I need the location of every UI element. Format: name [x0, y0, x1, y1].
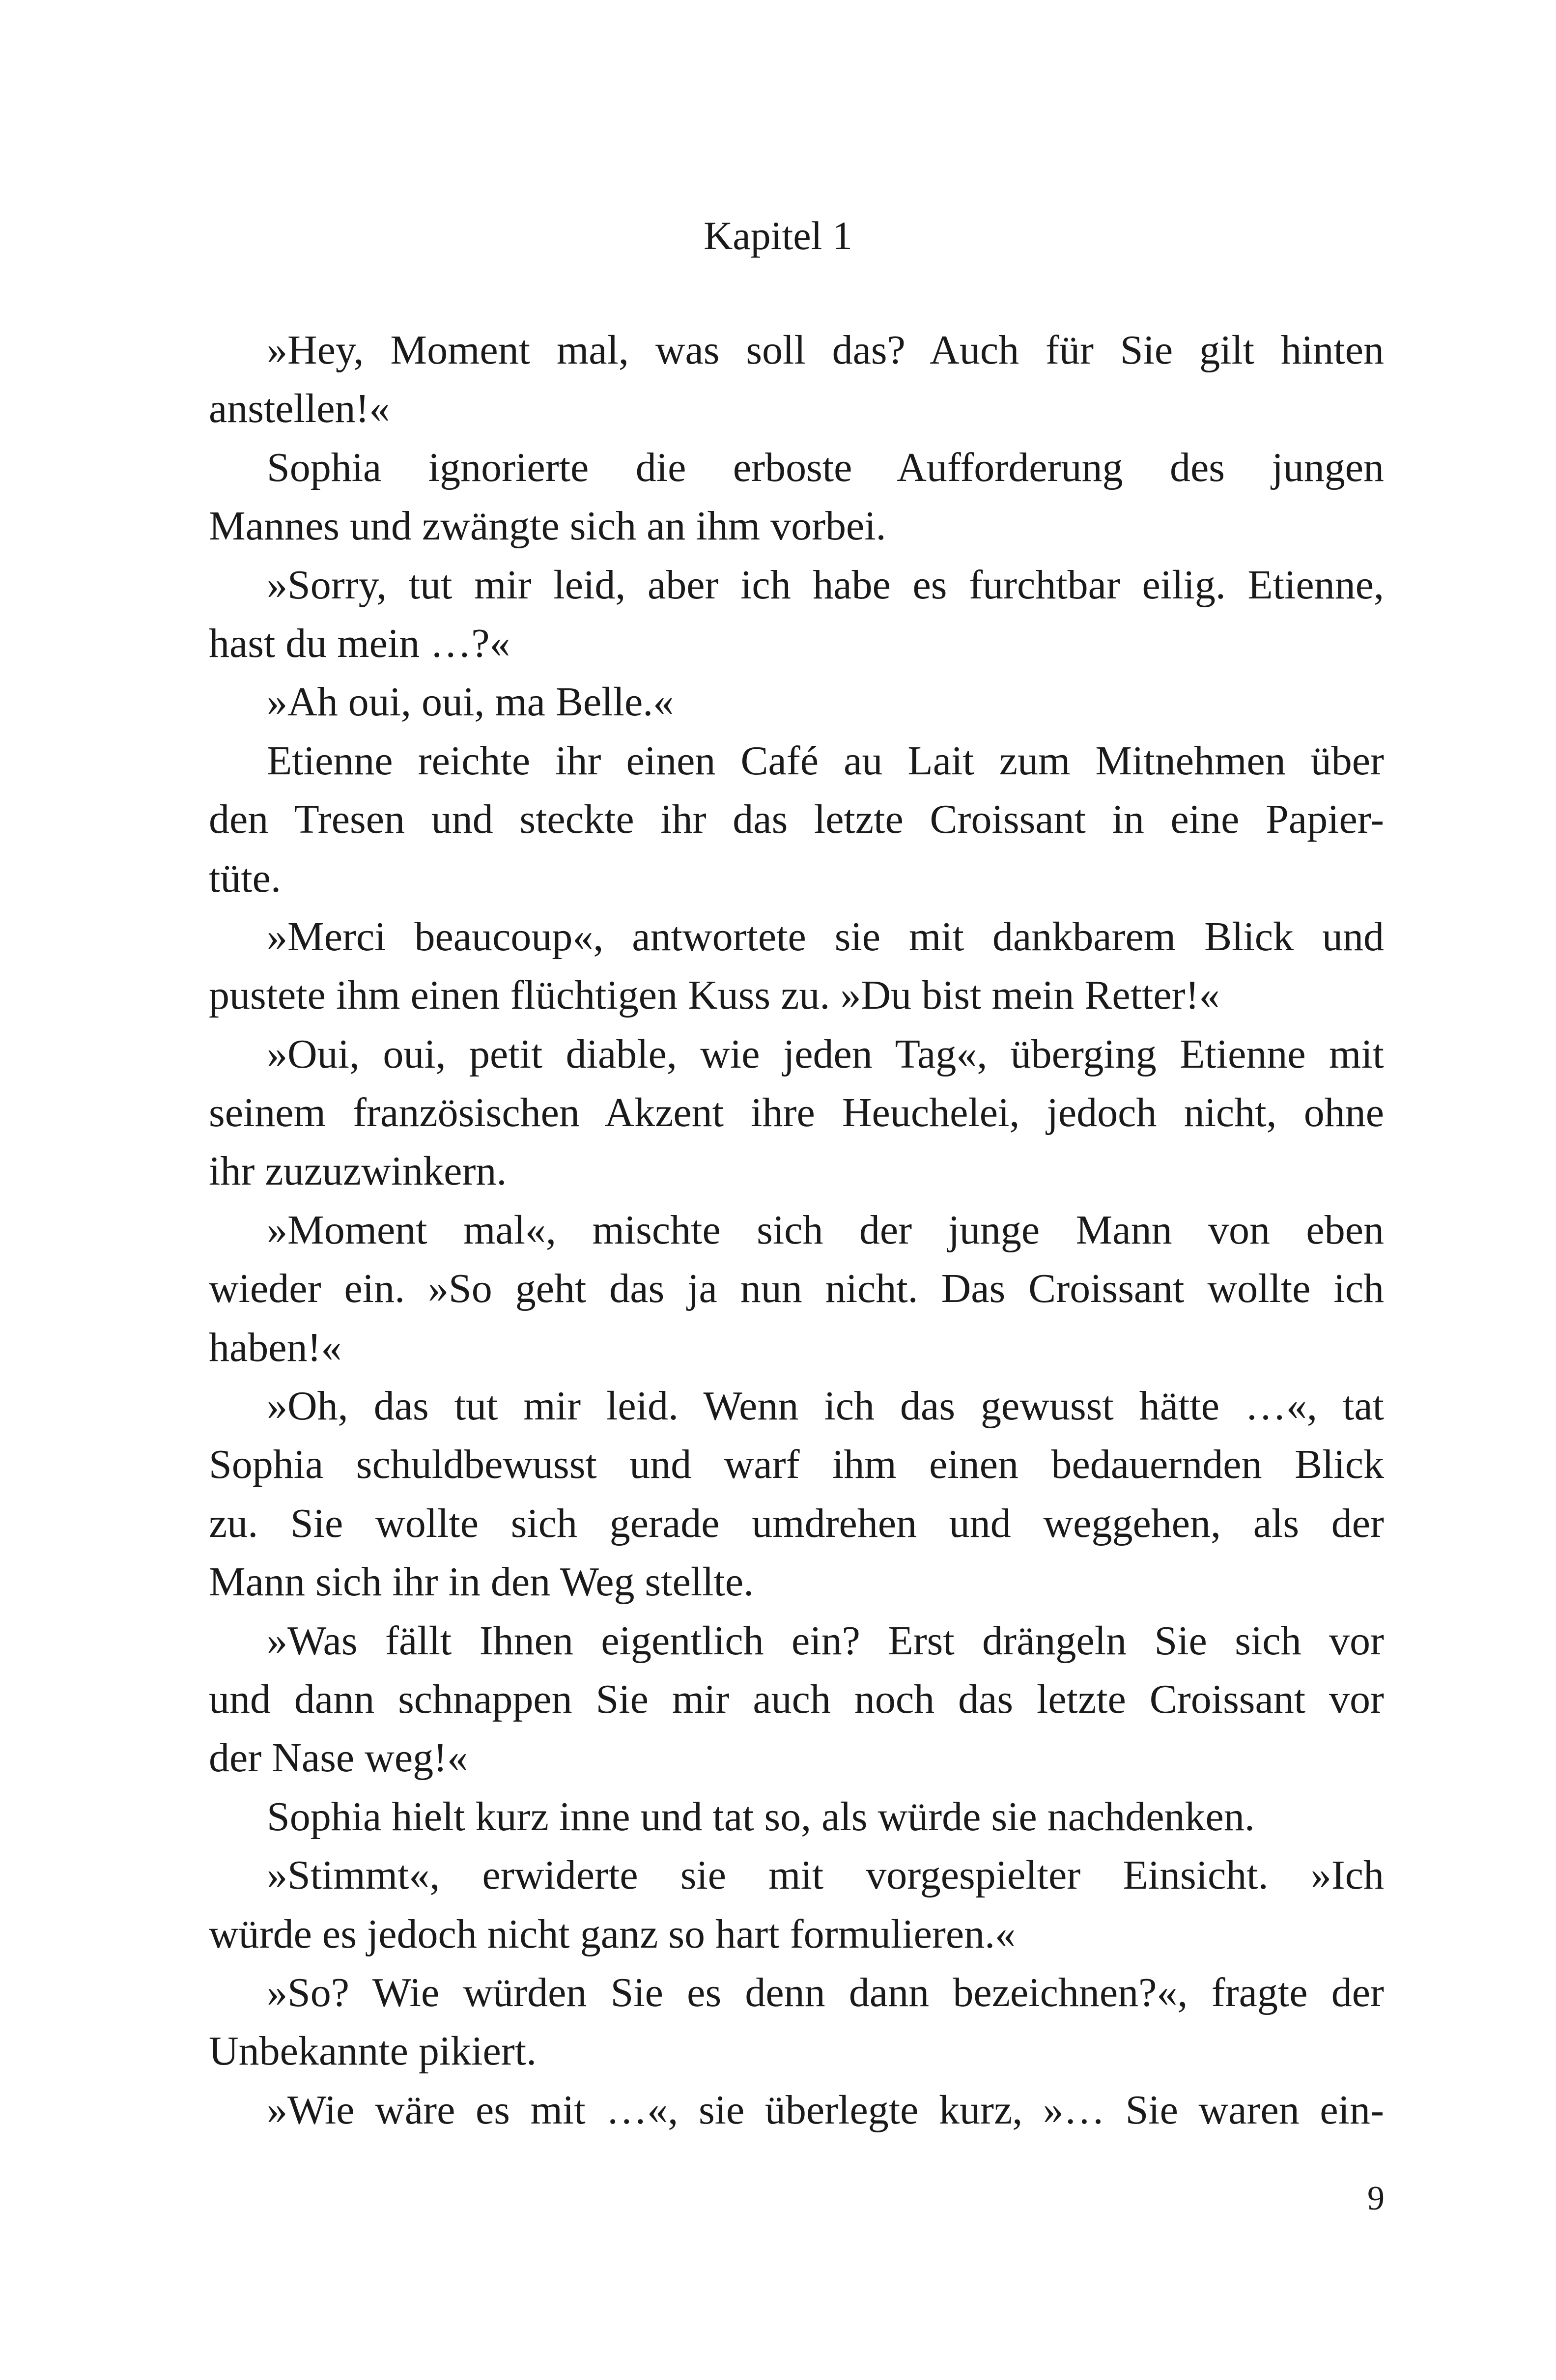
text-line: pustete ihm einen flüchtigen Kuss zu. »Du bist mein Retter!«: [209, 972, 1220, 1019]
text-line: Sophia schuldbewusst und warf ihm einen bedauernden Blick: [209, 1442, 1384, 1488]
text-line: Sophia hielt kurz inne und tat so, als würde sie nachdenken.: [267, 1793, 1255, 1840]
text-line: haben!«: [209, 1324, 342, 1370]
text-line: Sophia ignorierte die erboste Aufforderung des jungen: [267, 444, 1384, 490]
text-line: anstellen!«: [209, 386, 390, 432]
text-line: »Merci beaucoup«, antwortete sie mit dankbarem Blick und: [267, 913, 1384, 960]
text-line: Unbekannte pikiert.: [209, 2028, 537, 2074]
text-line: »Stimmt«, erwiderte sie mit vorgespielter Einsicht. »Ich: [267, 1852, 1384, 1898]
text-line: zu. Sie wollte sich gerade umdrehen und weggehen, als der: [209, 1500, 1384, 1546]
text-line: »So? Wie würden Sie es denn dann bezeichnen?«, fragte der: [267, 1969, 1384, 2015]
text-line: »Ah oui, oui, ma Belle.«: [267, 679, 674, 725]
text-line: »Hey, Moment mal, was soll das? Auch für Sie gilt hinten: [267, 327, 1384, 373]
text-line: tüte.: [209, 855, 281, 901]
body-text: [209, 321, 1384, 2139]
text-line: Mannes und zwängte sich an ihm vorbei.: [209, 503, 886, 549]
text-line: »Was fällt Ihnen eigentlich ein? Erst drängeln Sie sich vor: [267, 1617, 1384, 1664]
page-number: 9: [1367, 2180, 1385, 2217]
text-line: den Tresen und steckte ihr das letzte Croissant in eine Papier-: [209, 796, 1384, 843]
chapter-title: Kapitel 1: [704, 213, 852, 258]
text-line: Etienne reichte ihr einen Café au Lait zum Mitnehmen über: [267, 737, 1384, 784]
text-line: »Oui, oui, petit diable, wie jeden Tag«, überging Etienne mit: [267, 1031, 1384, 1077]
text-line: und dann schnappen Sie mir auch noch das letzte Croissant vor: [209, 1676, 1384, 1722]
text-line: »Sorry, tut mir leid, aber ich habe es furchtbar eilig. Etienne,: [267, 562, 1384, 608]
text-line: »Oh, das tut mir leid. Wenn ich das gewusst hätte …«, tat: [267, 1383, 1384, 1429]
text-line: »Wie wäre es mit …«, sie überlegte kurz, »… Sie waren ein-: [267, 2087, 1384, 2133]
text-line: der Nase weg!«: [209, 1735, 468, 1781]
text-line: ihr zuzuzwinkern.: [209, 1148, 507, 1194]
text-line: Mann sich ihr in den Weg stellte.: [209, 1559, 754, 1605]
text-line: seinem französischen Akzent ihre Heuchelei, jedoch nicht, ohne: [209, 1090, 1384, 1136]
text-line: »Moment mal«, mischte sich der junge Mann von eben: [267, 1207, 1384, 1253]
text-line: würde es jedoch nicht ganz so hart formulieren.«: [209, 1911, 1016, 1957]
text-line: hast du mein …?«: [209, 620, 510, 666]
text-line: wieder ein. »So geht das ja nun nicht. Das Croissant wollte ich: [209, 1266, 1384, 1312]
